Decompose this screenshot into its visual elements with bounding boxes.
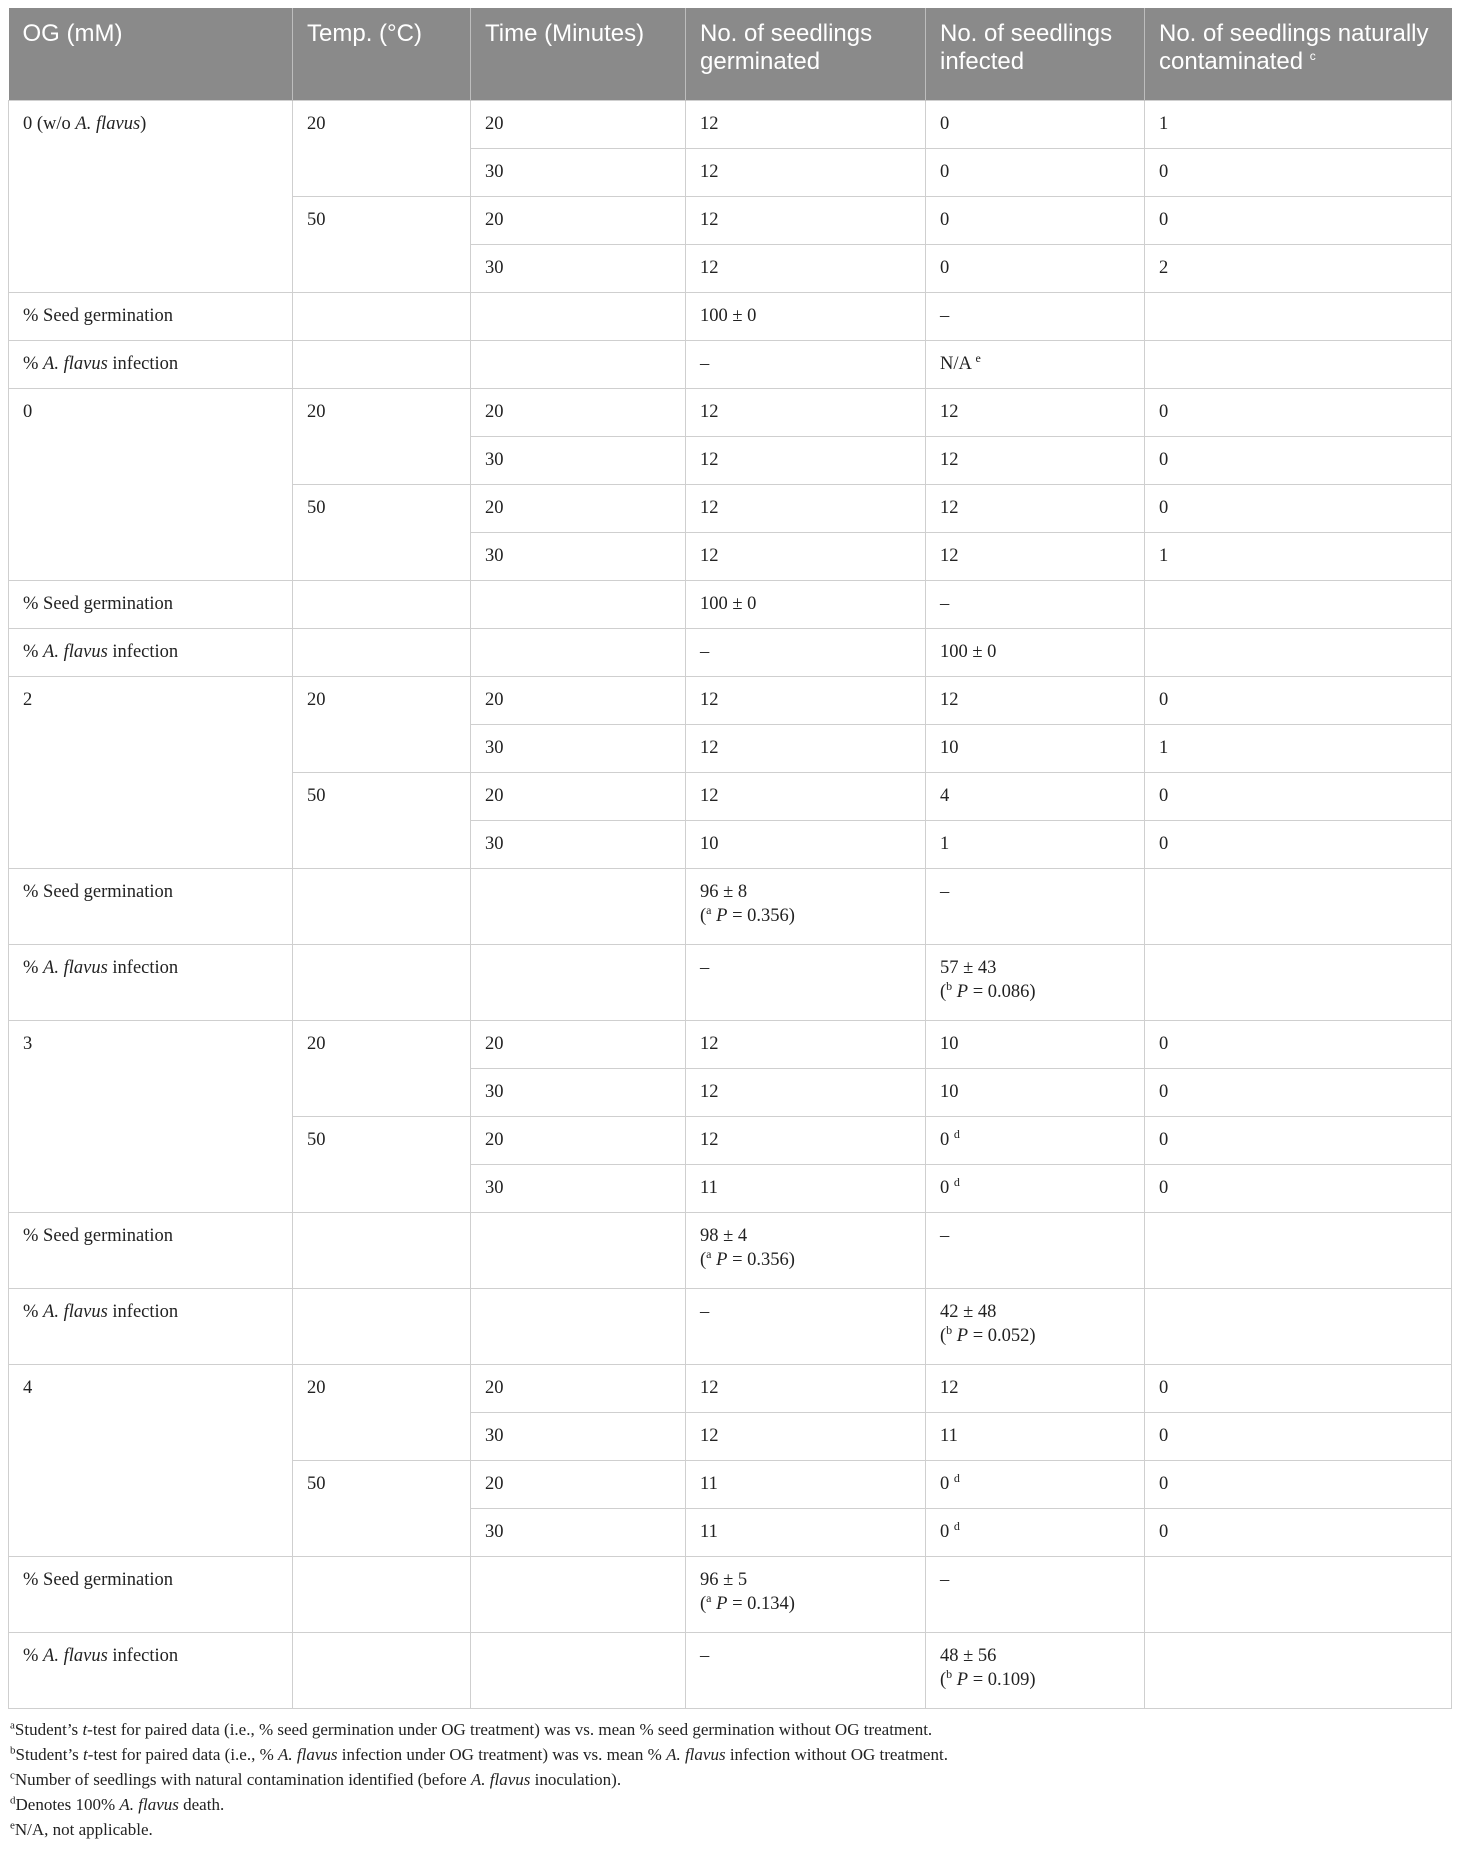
germination-value: 98 ± 4 ($^a$ P = 0.356): [686, 1212, 926, 1288]
table-row: [9, 388, 1452, 436]
infection-summary-row: [9, 1288, 1452, 1364]
temp-cell: 50: [293, 484, 471, 580]
time-cell: 20: [471, 1364, 686, 1412]
contaminated-cell: 0: [1145, 1508, 1452, 1556]
infection-summary-row: [9, 1632, 1452, 1708]
table-row: [9, 1020, 1452, 1068]
germinated-cell: –: [686, 340, 926, 388]
germinated-cell: 11: [686, 1164, 926, 1212]
time-cell: 30: [471, 148, 686, 196]
header-infected: No. of seedlings infected: [926, 8, 1145, 100]
time-cell: 30: [471, 1068, 686, 1116]
contaminated-cell: 0: [1145, 196, 1452, 244]
germinated-cell: 12: [686, 436, 926, 484]
germinated-cell: 12: [686, 388, 926, 436]
temp-cell: 50: [293, 196, 471, 292]
header-contaminated: No. of seedlings naturally contaminated $^c$: [1145, 8, 1452, 100]
infected-cell: 0 $^d$: [926, 1164, 1145, 1212]
germinated-cell: 10: [686, 820, 926, 868]
germination-summary-row: [9, 868, 1452, 944]
contaminated-cell: 0: [1145, 1068, 1452, 1116]
germinated-cell: –: [686, 944, 926, 1020]
summary-label: % A. flavus infection: [9, 1288, 293, 1364]
germination-value: 96 ± 8 ($^a$ P = 0.356): [686, 868, 926, 944]
footnote: $^d$Denotes 100% A. flavus death.: [10, 1793, 225, 1814]
header-row: [9, 8, 1452, 100]
contaminated-cell: 1: [1145, 724, 1452, 772]
infected-cell: 4: [926, 772, 1145, 820]
infected-cell: 0 $^d$: [926, 1460, 1145, 1508]
temp-cell: 50: [293, 1116, 471, 1212]
contaminated-cell: 1: [1145, 100, 1452, 148]
germinated-cell: 11: [686, 1508, 926, 1556]
infected-cell: 12: [926, 532, 1145, 580]
infected-cell: 11: [926, 1412, 1145, 1460]
infected-cell: –: [926, 1212, 1145, 1288]
contaminated-cell: 0: [1145, 436, 1452, 484]
header-temp: Temp. (°C): [293, 8, 471, 100]
table-row: [9, 676, 1452, 724]
germinated-cell: –: [686, 1288, 926, 1364]
time-cell: 20: [471, 100, 686, 148]
infected-cell: 0 $^d$: [926, 1508, 1145, 1556]
table-body: [9, 100, 1452, 1708]
germinated-cell: 12: [686, 244, 926, 292]
infected-cell: 12: [926, 1364, 1145, 1412]
infected-cell: 12: [926, 436, 1145, 484]
infection-value: N/A $^e$: [926, 340, 1145, 388]
summary-label: % Seed germination: [9, 868, 293, 944]
infection-value: 42 ± 48 ($^b$ P = 0.052): [926, 1288, 1145, 1364]
table-row: [9, 100, 1452, 148]
germination-summary-row: [9, 292, 1452, 340]
infected-cell: 10: [926, 1020, 1145, 1068]
temp-cell: 50: [293, 772, 471, 868]
infected-cell: –: [926, 580, 1145, 628]
infected-cell: 12: [926, 484, 1145, 532]
germinated-cell: 12: [686, 724, 926, 772]
germinated-cell: 12: [686, 196, 926, 244]
time-cell: 20: [471, 1020, 686, 1068]
infected-cell: 0: [926, 148, 1145, 196]
infected-cell: –: [926, 1556, 1145, 1632]
time-cell: 30: [471, 820, 686, 868]
infected-cell: 10: [926, 1068, 1145, 1116]
germinated-cell: 12: [686, 1116, 926, 1164]
time-cell: 20: [471, 388, 686, 436]
contaminated-cell: 0: [1145, 1460, 1452, 1508]
time-cell: 30: [471, 724, 686, 772]
og-cell: 2: [9, 676, 293, 868]
infection-summary-row: [9, 944, 1452, 1020]
contaminated-cell: 0: [1145, 148, 1452, 196]
time-cell: 20: [471, 484, 686, 532]
temp-cell: 20: [293, 676, 471, 772]
contaminated-cell: 0: [1145, 1116, 1452, 1164]
infected-cell: 0: [926, 100, 1145, 148]
footnotes: [8, 1717, 1451, 1842]
time-cell: 30: [471, 244, 686, 292]
infected-cell: –: [926, 868, 1145, 944]
time-cell: 30: [471, 1508, 686, 1556]
germinated-cell: 12: [686, 532, 926, 580]
germination-summary-row: [9, 1212, 1452, 1288]
contaminated-cell: 1: [1145, 532, 1452, 580]
contaminated-cell: 0: [1145, 1412, 1452, 1460]
header-germinated: No. of seedlings germinated: [686, 8, 926, 100]
footnote: $^c$Number of seedlings with natural contamination identified (before A. flavus inoculation).: [10, 1768, 622, 1789]
infected-cell: 1: [926, 820, 1145, 868]
time-cell: 20: [471, 1460, 686, 1508]
summary-label: % Seed germination: [9, 292, 293, 340]
infection-value: 57 ± 43 ($^b$ P = 0.086): [926, 944, 1145, 1020]
infection-summary-row: [9, 340, 1452, 388]
summary-label: % Seed germination: [9, 580, 293, 628]
og-cell: 0: [9, 388, 293, 580]
infected-cell: 12: [926, 676, 1145, 724]
germination-value: 100 ± 0: [686, 292, 926, 340]
temp-cell: 50: [293, 1460, 471, 1556]
summary-label: % A. flavus infection: [9, 340, 293, 388]
temp-cell: 20: [293, 388, 471, 484]
og-cell: 3: [9, 1020, 293, 1212]
contaminated-cell: 0: [1145, 484, 1452, 532]
germination-summary-row: [9, 1556, 1452, 1632]
contaminated-cell: 0: [1145, 388, 1452, 436]
contaminated-cell: 0: [1145, 1020, 1452, 1068]
germinated-cell: –: [686, 1632, 926, 1708]
og-cell: 4: [9, 1364, 293, 1556]
contaminated-cell: 0: [1145, 1164, 1452, 1212]
germinated-cell: 12: [686, 676, 926, 724]
germination-value: 100 ± 0: [686, 580, 926, 628]
infected-cell: 0: [926, 196, 1145, 244]
infection-summary-row: [9, 628, 1452, 676]
summary-label: % A. flavus infection: [9, 944, 293, 1020]
contaminated-cell: 0: [1145, 676, 1452, 724]
germinated-cell: 12: [686, 772, 926, 820]
germinated-cell: 12: [686, 148, 926, 196]
infection-value: 100 ± 0: [926, 628, 1145, 676]
germinated-cell: 12: [686, 484, 926, 532]
infected-cell: 12: [926, 388, 1145, 436]
germinated-cell: 12: [686, 100, 926, 148]
temp-cell: 20: [293, 1364, 471, 1460]
germinated-cell: 11: [686, 1460, 926, 1508]
temp-cell: 20: [293, 100, 471, 196]
time-cell: 30: [471, 1412, 686, 1460]
og-cell: 0 (w/o A. flavus): [9, 100, 293, 292]
time-cell: 20: [471, 196, 686, 244]
footnote: $^b$Student’s t-test for paired data (i.e., % A. flavus infection under OG treatment) was vs. mean % A. flavus infection without OG treatment.: [10, 1743, 948, 1764]
contaminated-cell: 0: [1145, 820, 1452, 868]
contaminated-cell: 0: [1145, 1364, 1452, 1412]
germinated-cell: 12: [686, 1020, 926, 1068]
contaminated-cell: 0: [1145, 772, 1452, 820]
summary-label: % A. flavus infection: [9, 628, 293, 676]
summary-label: % Seed germination: [9, 1556, 293, 1632]
time-cell: 30: [471, 532, 686, 580]
time-cell: 30: [471, 1164, 686, 1212]
time-cell: 20: [471, 676, 686, 724]
temp-cell: 20: [293, 1020, 471, 1116]
infected-cell: 0 $^d$: [926, 1116, 1145, 1164]
infected-cell: –: [926, 292, 1145, 340]
time-cell: 30: [471, 436, 686, 484]
table-container: [8, 8, 1451, 1842]
contaminated-cell: 2: [1145, 244, 1452, 292]
infection-value: 48 ± 56 ($^b$ P = 0.109): [926, 1632, 1145, 1708]
summary-label: % Seed germination: [9, 1212, 293, 1288]
germinated-cell: –: [686, 628, 926, 676]
infected-cell: 10: [926, 724, 1145, 772]
footnote: $^e$N/A, not applicable.: [10, 1818, 153, 1839]
summary-label: % A. flavus infection: [9, 1632, 293, 1708]
time-cell: 20: [471, 772, 686, 820]
results-table: [8, 8, 1452, 1709]
germinated-cell: 12: [686, 1364, 926, 1412]
footnote: $^a$Student’s t-test for paired data (i.e., % seed germination under OG treatment) was vs. mean % seed germination without OG treatment.: [10, 1718, 933, 1739]
germination-value: 96 ± 5 ($^a$ P = 0.134): [686, 1556, 926, 1632]
infected-cell: 0: [926, 244, 1145, 292]
germinated-cell: 12: [686, 1412, 926, 1460]
table-row: [9, 1364, 1452, 1412]
time-cell: 20: [471, 1116, 686, 1164]
germinated-cell: 12: [686, 1068, 926, 1116]
header-time: Time (Minutes): [471, 8, 686, 100]
header-og: OG (mM): [9, 8, 293, 100]
germination-summary-row: [9, 580, 1452, 628]
